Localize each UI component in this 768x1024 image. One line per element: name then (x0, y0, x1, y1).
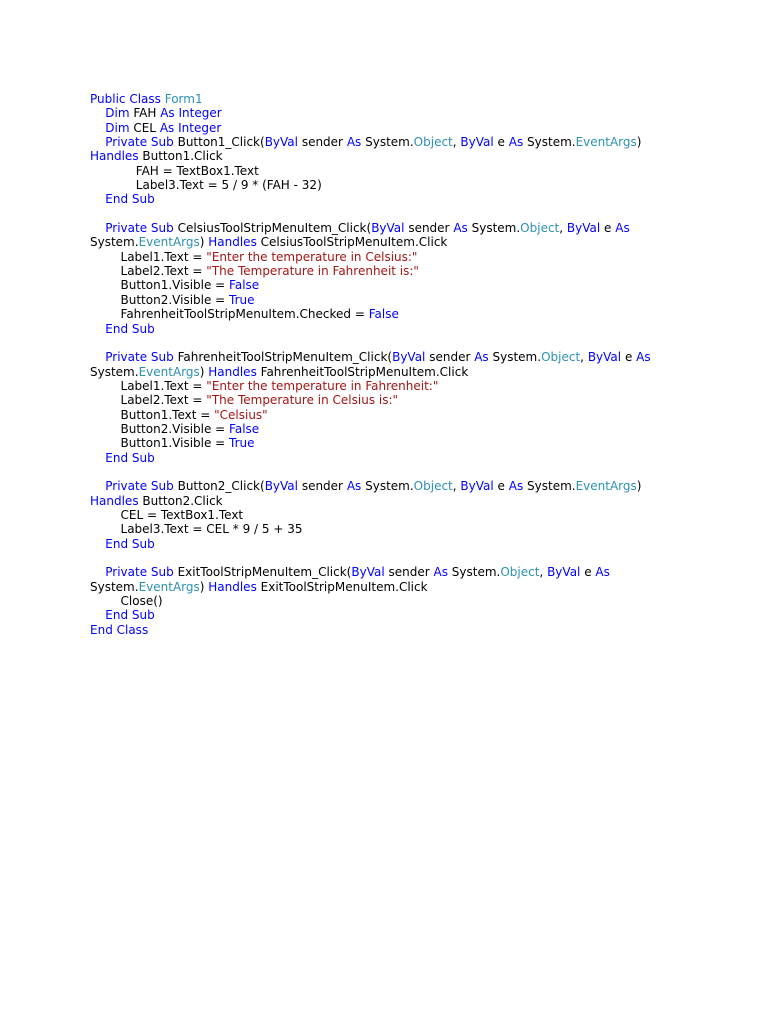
code-token: EventArgs (138, 579, 200, 594)
code-token: Private Sub (105, 135, 174, 150)
code-line (90, 92, 710, 106)
code-token: "Celsius" (214, 407, 268, 422)
code-line (90, 608, 710, 622)
code-token: Button2.Click (138, 493, 223, 508)
code-token: End Sub (105, 608, 155, 623)
code-token: End Class (90, 622, 149, 637)
code-token: Private Sub (105, 221, 174, 236)
code-token: System. (488, 350, 542, 365)
code-token: System. (90, 235, 139, 250)
code-token: Button2_Click( (173, 479, 265, 494)
code-token: False (229, 278, 260, 293)
code-line (90, 594, 710, 608)
code-line (90, 307, 710, 321)
code-token: FahrenheitToolStripMenuItem.Checked = (90, 307, 369, 322)
code-token: CelsiusToolStripMenuItem.Click (256, 235, 448, 250)
code-token: Label2.Text = (90, 264, 207, 279)
code-line (90, 422, 710, 436)
code-line (90, 436, 710, 450)
code-line (90, 451, 710, 465)
code-token (90, 479, 105, 493)
code-token (90, 221, 105, 235)
code-token: Close() (90, 594, 163, 609)
code-token: ByVal (371, 221, 405, 236)
code-token: As (433, 565, 448, 580)
code-token: "The Temperature in Celsius is:" (206, 393, 399, 408)
code-token: sender (425, 350, 475, 365)
code-token: True (229, 292, 255, 307)
code-listing (90, 92, 710, 637)
code-token: Handles (90, 149, 139, 164)
code-token: FAH = TextBox1.Text (90, 163, 259, 178)
code-token (90, 106, 105, 120)
code-token: As (346, 479, 362, 494)
code-token: sender (298, 479, 347, 494)
code-token: ByVal (351, 565, 385, 580)
code-line (90, 178, 710, 192)
code-token: Dim (105, 106, 130, 121)
code-token: "Enter the temperature in Fahrenheit:" (206, 378, 439, 393)
code-token: EventArgs (138, 235, 200, 250)
code-token: sender (298, 135, 347, 150)
code-line (90, 207, 710, 221)
code-token: CEL = TextBox1.Text (90, 507, 244, 522)
code-line (90, 235, 710, 249)
code-token (90, 537, 105, 551)
code-line (90, 522, 710, 536)
code-token: ByVal (460, 479, 494, 494)
code-token: Label3.Text = CEL * 9 / 5 + 35 (90, 522, 303, 537)
code-token: ByVal (264, 135, 298, 150)
code-token: System. (447, 565, 501, 580)
code-line (90, 350, 710, 364)
code-token: sender (404, 221, 454, 236)
code-token: System. (361, 479, 414, 494)
code-token: Private Sub (105, 350, 174, 365)
code-token: Handles (208, 235, 257, 250)
code-token: End Sub (105, 321, 155, 336)
code-token: System. (523, 479, 576, 494)
code-token: System. (467, 221, 521, 236)
code-token: Object (541, 350, 581, 365)
code-token: As (595, 565, 610, 580)
code-line (90, 322, 710, 336)
code-token: Handles (90, 493, 139, 508)
code-line (90, 580, 710, 594)
code-line (90, 537, 710, 551)
code-token: Button1.Visible = (90, 278, 230, 293)
code-token (90, 121, 105, 135)
code-token: CelsiusToolStripMenuItem_Click( (173, 221, 372, 236)
code-token: ExitToolStripMenuItem.Click (256, 579, 428, 594)
code-line (90, 465, 710, 479)
code-token: True (229, 436, 255, 451)
code-token: System. (90, 579, 139, 594)
code-token: Button2.Visible = (90, 421, 230, 436)
code-line (90, 221, 710, 235)
code-token: Label1.Text = (90, 249, 207, 264)
code-token: ) (636, 479, 642, 494)
code-token: Object (500, 565, 540, 580)
code-token: As (346, 135, 362, 150)
code-line (90, 494, 710, 508)
code-token: Button1.Text = (90, 407, 215, 422)
code-token: e (493, 479, 509, 494)
code-token: As (615, 221, 630, 236)
code-token: EventArgs (575, 479, 637, 494)
code-token: False (368, 307, 399, 322)
code-token: As (508, 135, 524, 150)
code-line (90, 336, 710, 350)
code-token: "Enter the temperature in Celsius:" (206, 249, 418, 264)
code-token (90, 350, 105, 364)
code-token: Button1.Visible = (90, 436, 230, 451)
code-token: , (559, 221, 567, 236)
code-token: Button1.Click (138, 149, 223, 164)
code-token: As (453, 221, 468, 236)
code-token: Object (413, 479, 453, 494)
code-token: As Integer (160, 106, 222, 121)
code-token: End Sub (105, 536, 155, 551)
code-line (90, 121, 710, 135)
code-token: ByVal (566, 221, 601, 236)
code-token: ) (636, 135, 642, 150)
code-token: Button2.Visible = (90, 292, 230, 307)
code-token: Form1 (164, 92, 203, 106)
code-token: FahrenheitToolStripMenuItem.Click (256, 364, 469, 379)
code-line (90, 551, 710, 565)
code-token: ByVal (392, 350, 426, 365)
code-token: ByVal (460, 135, 494, 150)
code-token (90, 565, 105, 579)
code-token: Handles (208, 579, 257, 594)
code-token: ByVal (547, 565, 581, 580)
code-token: System. (523, 135, 576, 150)
code-line (90, 192, 710, 206)
code-token: e (493, 135, 509, 150)
code-line (90, 250, 710, 264)
code-token (90, 608, 105, 622)
code-token: False (229, 421, 260, 436)
code-line (90, 508, 710, 522)
code-token: , (580, 350, 588, 365)
code-token: End Sub (105, 192, 155, 207)
code-token: Label3.Text = 5 / 9 * (FAH - 32) (90, 178, 322, 193)
code-line (90, 379, 710, 393)
code-token: CEL (129, 120, 160, 135)
code-token: Dim (105, 120, 130, 135)
code-token: EventArgs (138, 364, 200, 379)
code-line (90, 565, 710, 579)
code-token: e (580, 565, 596, 580)
code-token: e (600, 221, 616, 236)
code-token: Label1.Text = (90, 378, 207, 393)
code-token: , (452, 479, 461, 494)
code-line (90, 278, 710, 292)
code-token: End Sub (105, 450, 155, 465)
code-token: ExitToolStripMenuItem_Click( (173, 565, 352, 580)
code-token: ) (199, 579, 209, 594)
code-line (90, 135, 710, 149)
code-line (90, 164, 710, 178)
code-token (90, 451, 105, 465)
code-line (90, 106, 710, 120)
code-token: "The Temperature in Fahrenheit is:" (206, 264, 419, 279)
code-token: As (636, 350, 651, 365)
code-token (90, 135, 105, 149)
code-line (90, 623, 710, 637)
code-line (90, 393, 710, 407)
code-token: Label2.Text = (90, 393, 207, 408)
code-token: ByVal (587, 350, 622, 365)
code-token (90, 192, 105, 206)
code-line (90, 408, 710, 422)
code-token: ) (199, 364, 209, 379)
code-line (90, 365, 710, 379)
code-token: As Integer (159, 120, 222, 135)
code-token: ByVal (264, 479, 298, 494)
code-token: System. (90, 364, 139, 379)
code-token: As (474, 350, 489, 365)
code-token: , (539, 565, 548, 580)
code-token: Object (413, 135, 453, 150)
code-token (90, 322, 105, 336)
code-token: , (452, 135, 461, 150)
code-line (90, 264, 710, 278)
code-token: FahrenheitToolStripMenuItem_Click( (173, 350, 393, 365)
code-token: Public Class (90, 92, 165, 106)
code-token: Private Sub (105, 565, 174, 580)
code-token: e (621, 350, 637, 365)
code-token: FAH (129, 106, 161, 121)
code-token: sender (384, 565, 434, 580)
code-line (90, 479, 710, 493)
code-token: Private Sub (105, 479, 174, 494)
code-line (90, 293, 710, 307)
code-token: Handles (208, 364, 257, 379)
code-line (90, 149, 710, 163)
code-token: Button1_Click( (173, 135, 265, 150)
code-token: EventArgs (575, 135, 637, 150)
code-token: ) (199, 235, 209, 250)
code-token: Object (520, 221, 560, 236)
code-token: System. (361, 135, 414, 150)
code-token: As (508, 479, 524, 494)
